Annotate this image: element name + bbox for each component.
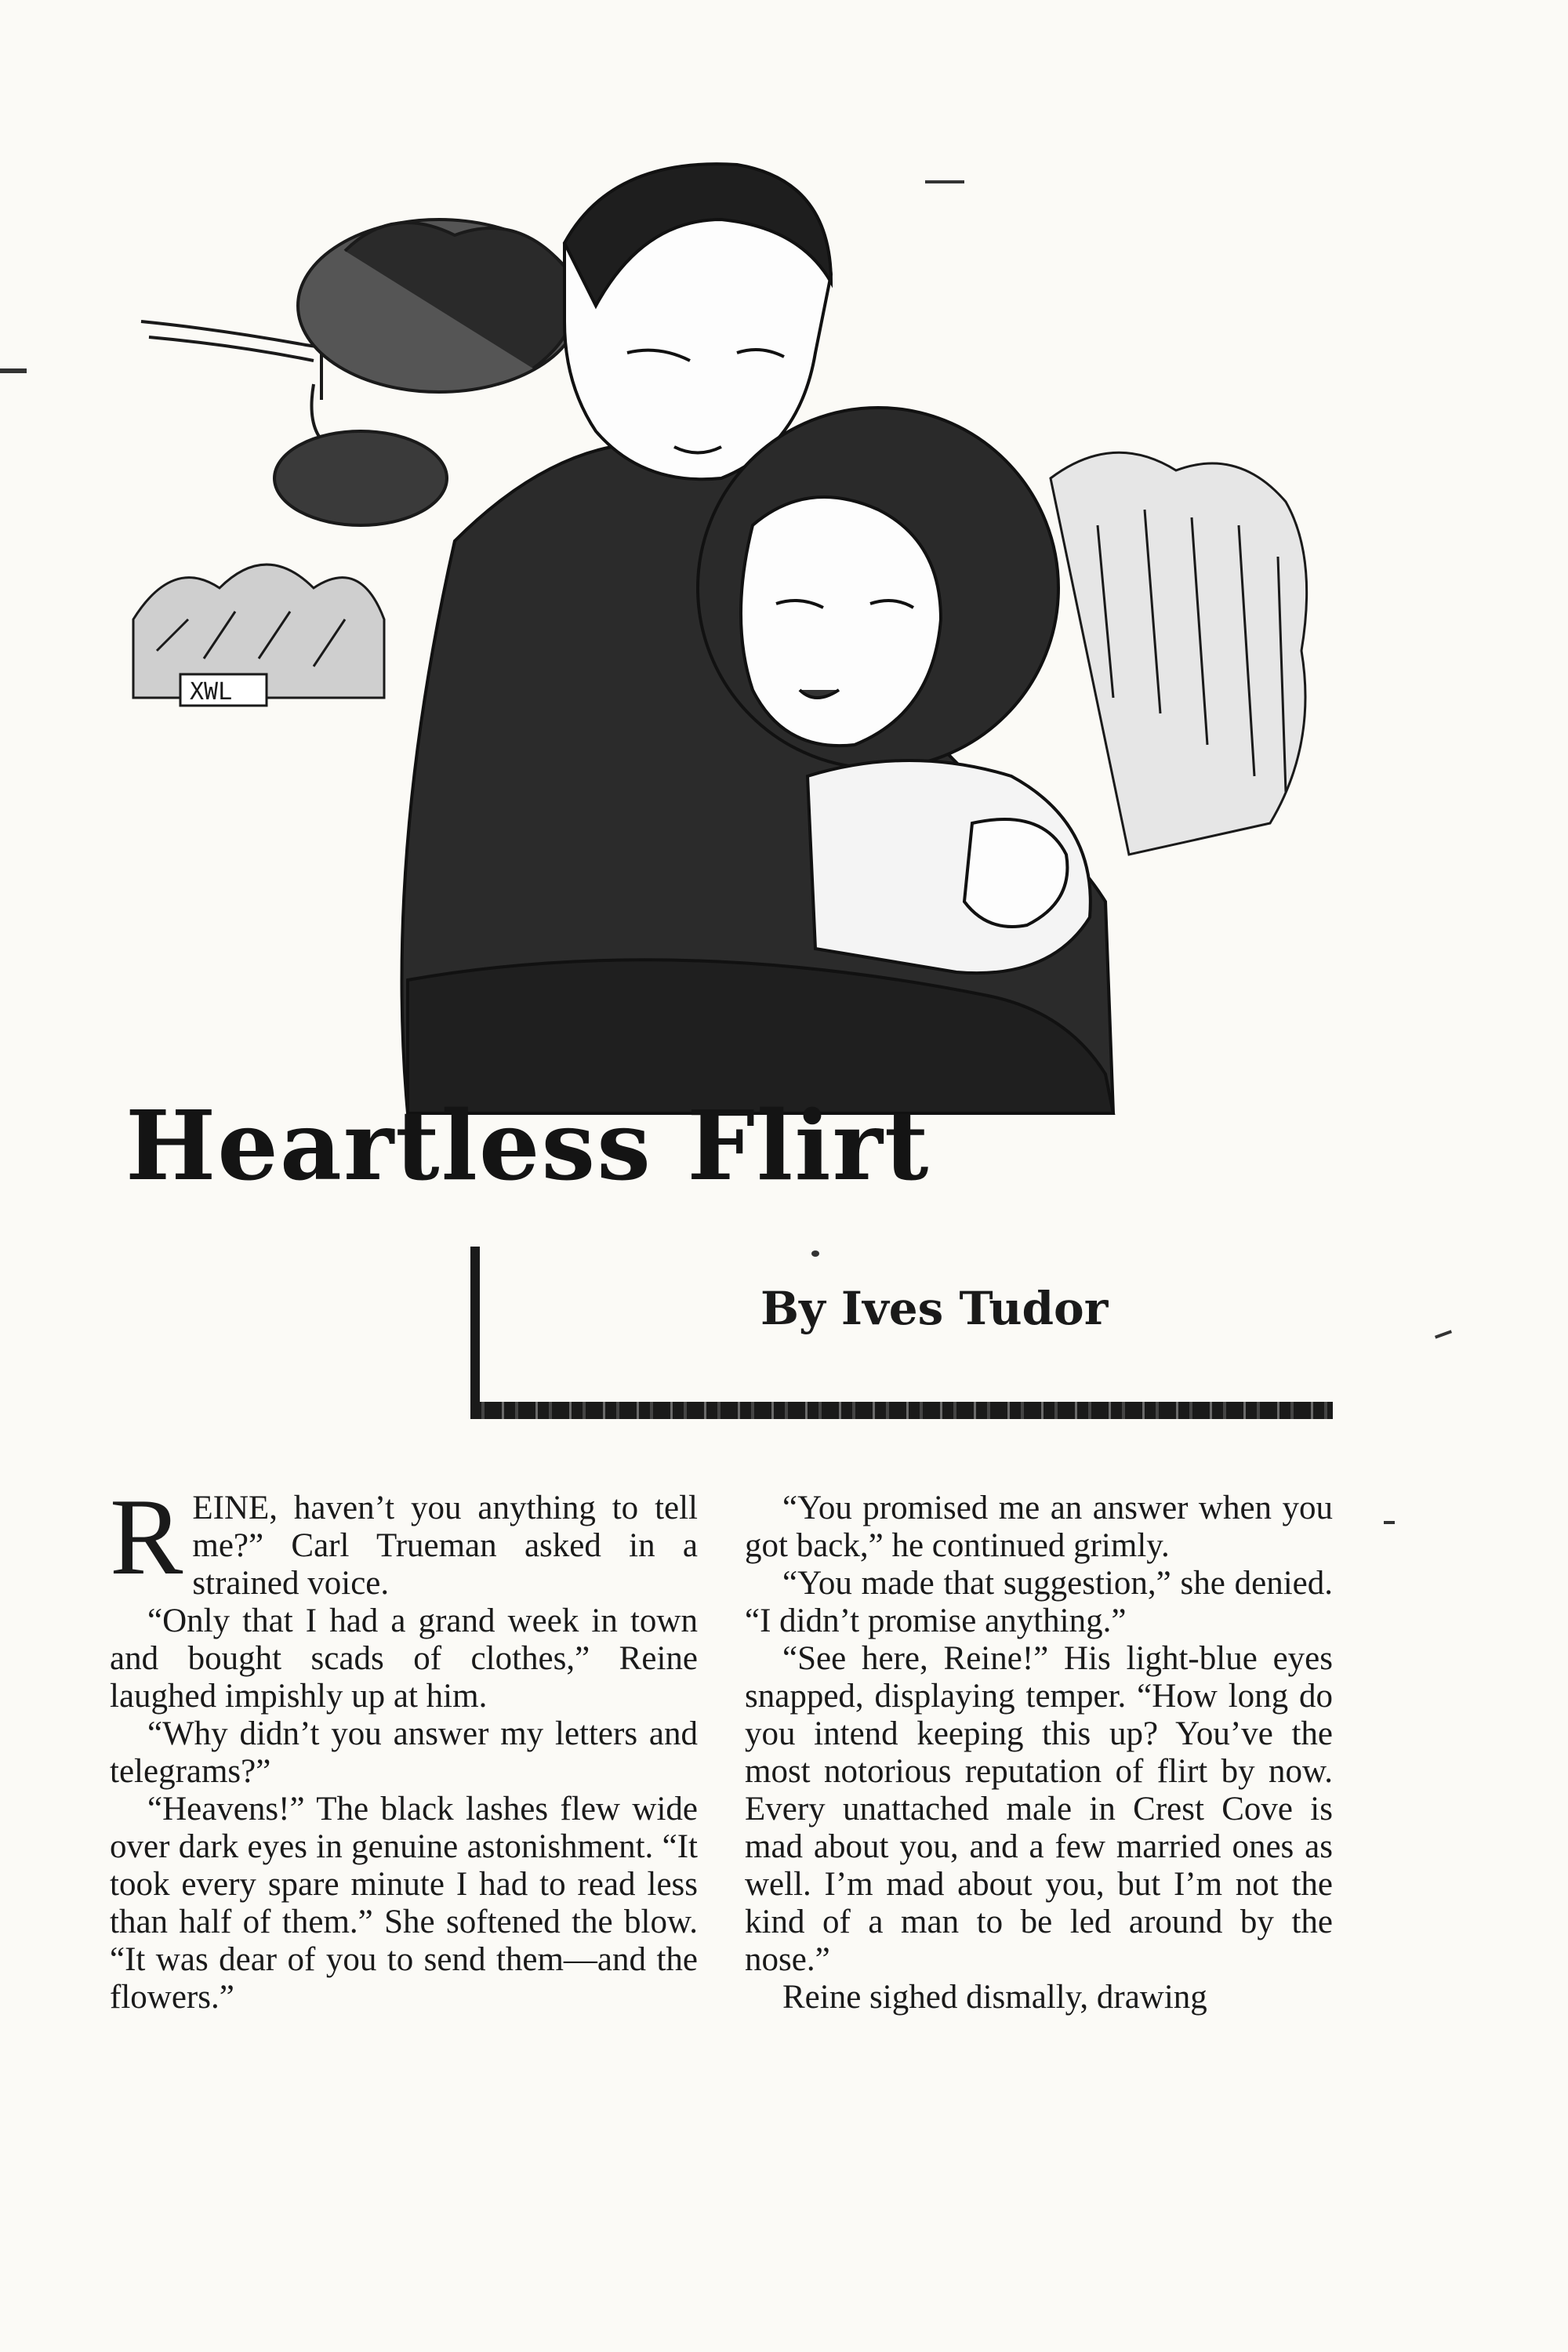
paragraph: “You made that suggestion,” she denied. “I didn’t promise anything.”	[745, 1565, 1333, 1639]
paragraph: “Heavens!” The black lashes flew wide over dark eyes in genuine astonishment. “It took every spare minute I had to read less than half of them.” She softened the blow. “It was dear of you to send them—and the flowers.”	[110, 1791, 698, 2016]
column-left	[110, 1476, 698, 2016]
print-speck	[0, 368, 27, 373]
left-foliage	[133, 564, 384, 706]
print-speck	[925, 180, 964, 183]
print-speck	[1384, 1521, 1395, 1524]
byline-horizontal-rule	[470, 1402, 1333, 1419]
paragraph: “Only that I had a grand week in town and bought scads of clothes,” Reine laughed impishly up at him.	[110, 1602, 698, 1715]
byline-vertical-rule	[470, 1247, 480, 1419]
print-speck	[1435, 1330, 1452, 1338]
drop-cap: R	[110, 1476, 183, 1598]
paragraph: Reine sighed dismally, drawing	[782, 1979, 1207, 2016]
illustrator-mark: XWL	[190, 678, 233, 706]
article-body	[110, 1476, 1333, 2016]
couple-embrace-illustration	[125, 149, 1348, 1137]
byline: By Ives Tudor	[760, 1282, 1109, 1335]
paragraph	[110, 1476, 698, 1602]
byline-frame	[470, 1247, 1333, 1427]
woman-head	[698, 408, 1058, 768]
mistletoe-branch	[141, 220, 580, 525]
right-foliage	[1051, 452, 1307, 855]
paragraph: “You promised me an answer when you got back,” he continued grimly.	[745, 1490, 1333, 1564]
paragraph: “Why didn’t you answer my letters and telegrams?”	[110, 1715, 698, 1790]
print-speck	[811, 1250, 819, 1257]
paragraph-text: EINE, haven’t you anything to tell me?” Carl Trueman asked in a strained voice.	[192, 1490, 698, 1602]
story-title: Heartless Flirt	[125, 1089, 931, 1202]
paragraph: “See here, Reine!” His light-blue eyes snapped, displaying temper. “How long do you intend keeping this up? You’ve the most notorious reputation of flirt by now. Every unattached male in Crest Cove is mad about you, and a few married ones as well. I’m mad about you, but I’m not the kind of a man to be led around by the nose.”	[745, 1640, 1333, 1978]
column-right	[745, 1490, 1333, 2016]
